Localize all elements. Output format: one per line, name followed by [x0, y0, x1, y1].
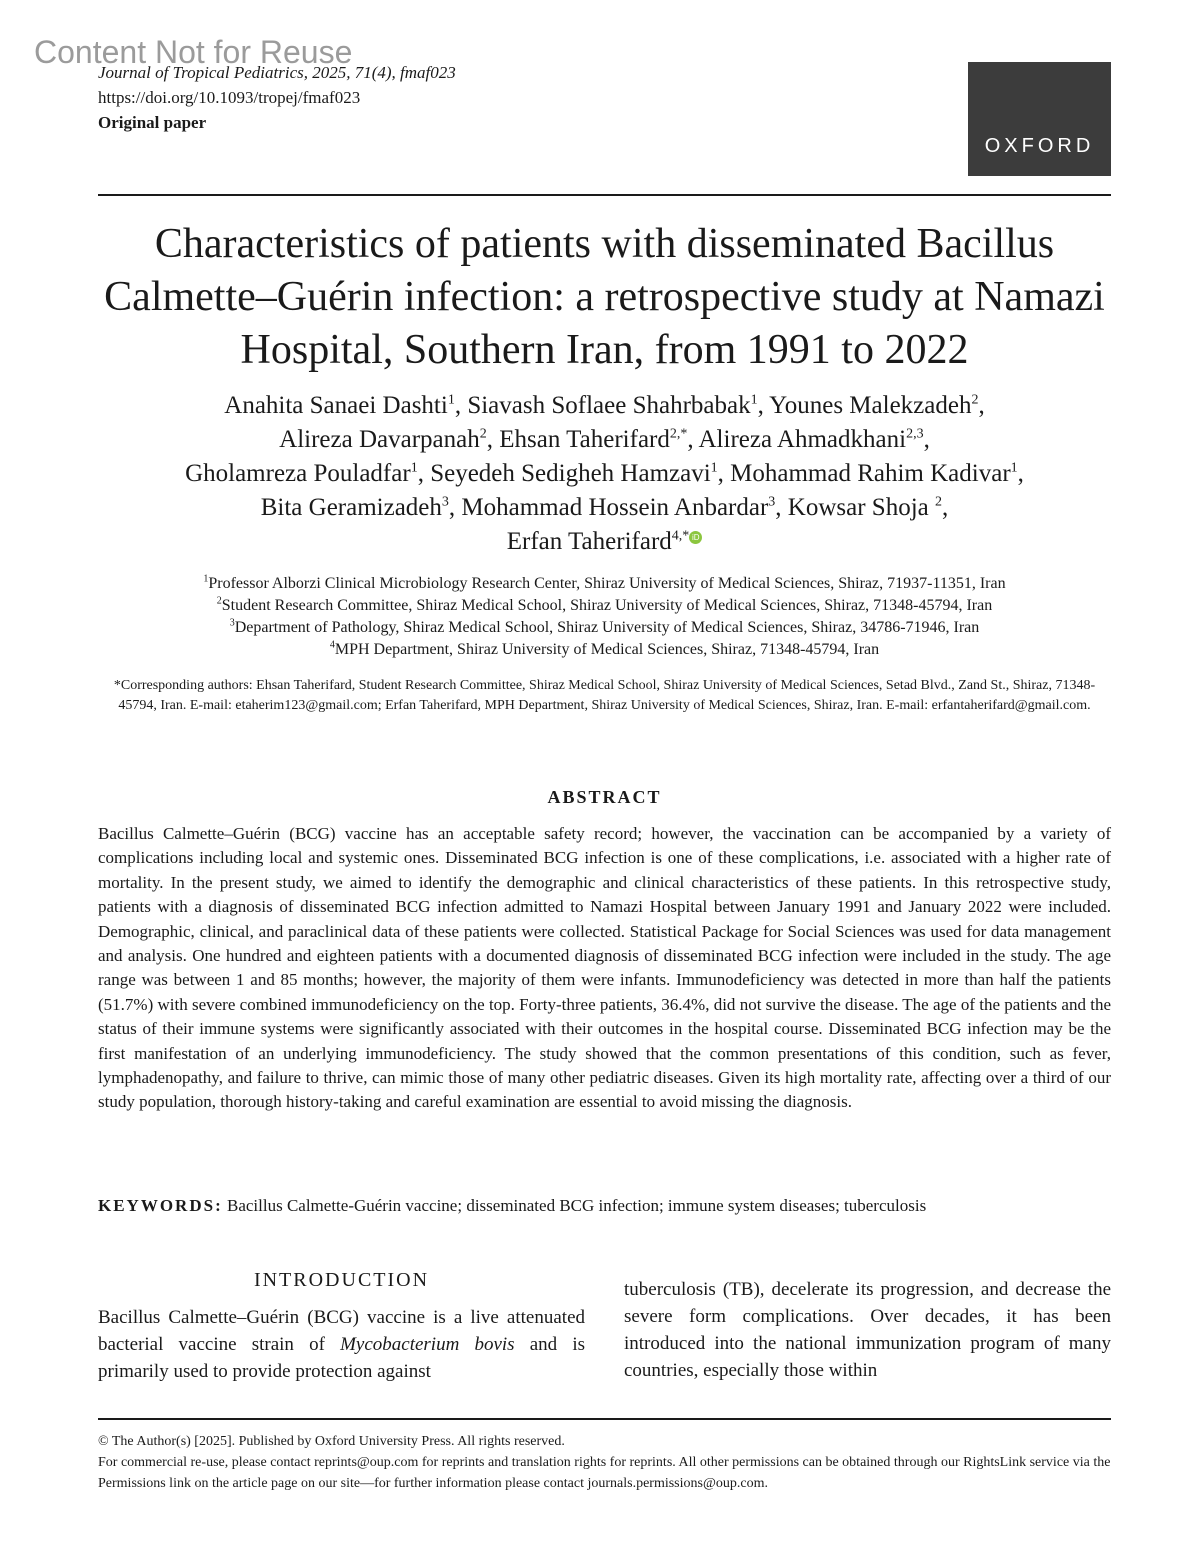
- keywords-text: Bacillus Calmette-Guérin vaccine; disseminated BCG infection; immune system diseases; tuberculosis: [226, 1196, 927, 1215]
- header-divider: [98, 194, 1111, 196]
- oxford-logo: [968, 62, 1111, 176]
- author: Mohammad Hossein Anbardar$^3$: [461, 494, 776, 521]
- oxford-logo-text: OXFORD: [984, 135, 1095, 157]
- affiliation: $^4$MPH Department, Shiraz University of Medical Sciences, Shiraz, 71348-45794, Iran: [329, 639, 880, 658]
- introduction-heading: INTRODUCTION: [253, 1269, 430, 1291]
- author: Mohammad Rahim Kadivar$^1$: [730, 460, 1018, 487]
- copyright-footer: [98, 1431, 1111, 1494]
- author: Anahita Sanaei Dashti$^1$: [224, 392, 455, 419]
- author: Siavash Soflaee Shahrbabak$^1$: [467, 392, 758, 419]
- article-title: Characteristics of patients with disseminated Bacillus Calmette–Guérin infection: a retrospective study at Namazi Hospital, Southern Iran, from 1991 to 2022: [104, 221, 1105, 373]
- affiliation: $^3$Department of Pathology, Shiraz Medical School, Shiraz University of Medical Sciences, Shiraz, 34786-71946, Iran: [229, 617, 980, 636]
- author: Erfan Taherifard$^{4,*}$: [506, 528, 690, 555]
- doi-link[interactable]: https://doi.org/10.1093/tropej/fmaf023: [98, 88, 361, 107]
- author: Gholamreza Pouladfar$^1$: [185, 460, 418, 487]
- keywords-label: KEYWORDS:: [98, 1196, 223, 1215]
- author: Alireza Davarpanah$^2$: [279, 426, 487, 453]
- article-type: Original paper: [98, 113, 207, 132]
- copyright-line: © The Author(s) [2025]. Published by Oxford University Press. All rights reserved.: [98, 1434, 565, 1449]
- affiliation-list: [98, 573, 1111, 661]
- author: Alireza Ahmadkhani$^{2,3}$: [698, 426, 924, 453]
- author: Younes Malekzadeh$^2$: [769, 392, 979, 419]
- abstract-heading: ABSTRACT: [547, 787, 662, 807]
- permissions-line: For commercial re-use, please contact reprints@oup.com for reprints and translation rights for reprints. All other permissions can be obtained through our RightsLink service via the Permissions link on the article page on our site—for further information please contact journals.permissions@oup.com.: [98, 1455, 1111, 1491]
- keywords: [98, 1194, 1111, 1218]
- author: Bita Geramizadeh$^3$: [260, 494, 449, 521]
- journal-citation: Journal of Tropical Pediatrics, 2025, 71(4), fmaf023: [98, 63, 456, 82]
- introduction-column-left: Bacillus Calmette–Guérin (BCG) vaccine is a live attenuated bacterial vaccine strain of Mycobacterium bovis and is primarily used to provide protection against: [98, 1307, 585, 1382]
- orcid-icon[interactable]: iD: [689, 531, 702, 544]
- author: Seyedeh Sedigheh Hamzavi$^1$: [430, 460, 718, 487]
- watermark-text: Content Not for Reuse: [34, 34, 353, 70]
- corresponding-author-note: *Corresponding authors: Ehsan Taherifard, Student Research Committee, Shiraz Medical School, Shiraz University of Medical Sciences, Setad Blvd., Zand St., Shiraz, 71348-45794, Iran. E-mail: etaherim123@gmail.com; Erfan Taherifard, MPH Department, Shiraz University of Medical Sciences, Shiraz, Iran. E-mail: erfantaherifard@gmail.com.: [113, 678, 1096, 713]
- abstract-text: Bacillus Calmette–Guérin (BCG) vaccine has an acceptable safety record; however, the vaccination can be accompanied by a variety of complications including local and systemic ones. Disseminated BCG infection is one of these complications, i.e. associated with a higher rate of mortality. In the present study, we aimed to identify the demographic and clinical characteristics of these patients. In this retrospective study, patients with a diagnosis of disseminated BCG infection admitted to Namazi Hospital between January 1991 and January 2022 were included. Demographic, clinical, and paraclinical data of these patients were collected. Statistical Package for Social Sciences was used for data management and analysis. One hundred and eighteen patients with a documented diagnosis of disseminated BCG infection were included in the study. The age range was between 1 and 85 months; however, the majority of them were infants. Immunodeficiency was detected in more than half the patients (51.7%) with severe combined immunodeficiency on the top. Forty-three patients, 36.4%, did not survive the disease. The age of the patients and the status of their immune systems were significantly associated with their outcomes in the hospital course. Disseminated BCG infection may be the first manifestation of an underlying immunodeficiency. The study showed that the common presentations of this condition, such as fever, lymphadenopathy, and failure to thrive, can mimic those of many other pediatric diseases. Given its high mortality rate, affecting over a third of our study population, thorough history-taking and careful examination are essential to avoid missing the diagnosis.: [98, 824, 1111, 1112]
- author: Kowsar Shoja $^2$: [787, 494, 943, 521]
- affiliation: $^2$Student Research Committee, Shiraz Medical School, Shiraz University of Medical Sciences, Shiraz, 71348-45794, Iran: [216, 595, 993, 614]
- author-list: Anahita Sanaei Dashti$^1$, Siavash Soflaee Shahrbabak$^1$, Younes Malekzadeh$^2$, Alireza Davarpanah$^2$, Ehsan Taherifard$^{2,*}$, Alireza Ahmadkhani$^{2,3}$, Gholamreza Pouladfar$^1$, Seyedeh Sedigheh Hamzavi$^1$, Mohammad Rahim Kadivar$^1$, Bita Geramizadeh$^3$, Mohammad Hossein Anbardar$^3$, Kowsar Shoja $^2$, Erfan Taherifard$^{4,*}$ iD: [185, 392, 1024, 555]
- article-header-meta: [98, 60, 456, 135]
- affiliation: $^1$Professor Alborzi Clinical Microbiology Research Center, Shiraz University of Medical Sciences, Shiraz, 71937-11351, Iran: [203, 573, 1006, 592]
- author: Ehsan Taherifard$^{2,*}$: [499, 426, 688, 453]
- footer-divider: [98, 1418, 1111, 1420]
- introduction-column-right: tuberculosis (TB), decelerate its progression, and decrease the severe form complications. Over decades, it has been introduced into the national immunization program of many countries, especially those within: [624, 1279, 1111, 1381]
